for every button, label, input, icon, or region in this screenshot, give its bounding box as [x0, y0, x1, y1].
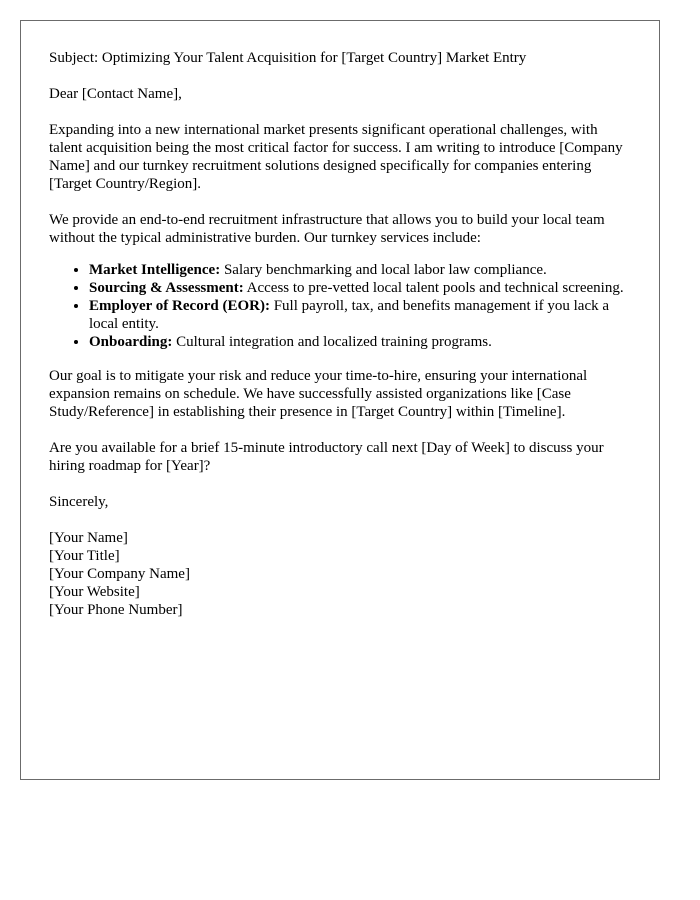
service-description: Access to pre-vetted local talent pools and technical screening.	[243, 280, 624, 296]
list-item	[89, 297, 631, 333]
paragraph-call-to-action: Are you available for a brief 15-minute introductory call next [Day of Week] to discuss your hiring roadmap for [Year]?	[49, 440, 604, 474]
service-description: Cultural integration and localized training programs.	[172, 334, 492, 350]
services-list	[49, 261, 631, 351]
paragraph-goal: Our goal is to mitigate your risk and reduce your time-to-hire, ensuring your international expansion remains on schedule. We have successfully assisted organizations like [Case Study/Reference] in establishing their presence in [Target Country] within [Timeline].	[49, 368, 588, 420]
signature-phone: [Your Phone Number]	[49, 602, 183, 618]
signature-title: [Your Title]	[49, 548, 120, 564]
service-description: Full payroll, tax, and benefits management if you lack a local entity.	[89, 298, 610, 332]
service-name: Onboarding:	[89, 334, 173, 350]
letter-salutation: Dear [Contact Name],	[49, 86, 182, 102]
signature-website: [Your Website]	[49, 584, 140, 600]
list-item	[89, 333, 631, 351]
paragraph-services: We provide an end-to-end recruitment infrastructure that allows you to build your local team without the typical administrative burden. Our turnkey services include:	[49, 212, 605, 246]
service-name: Employer of Record (EOR):	[89, 298, 270, 314]
letter-closing: Sincerely,	[49, 494, 109, 510]
letter-document	[20, 20, 660, 780]
signature-company: [Your Company Name]	[49, 566, 190, 582]
signature-name: [Your Name]	[49, 530, 128, 546]
service-name: Sourcing & Assessment:	[89, 280, 244, 296]
list-item	[89, 261, 631, 279]
signature-block	[49, 529, 631, 619]
list-item	[89, 279, 631, 297]
service-description: Salary benchmarking and local labor law compliance.	[220, 262, 547, 278]
letter-subject: Subject: Optimizing Your Talent Acquisition for [Target Country] Market Entry	[49, 50, 527, 66]
service-name: Market Intelligence:	[89, 262, 221, 278]
paragraph-intro: Expanding into a new international market presents significant operational challenges, with talent acquisition being the most critical factor for success. I am writing to introduce [Company Name] and our turnkey recruitment solutions designed specifically for companies entering [Target Country/Region].	[49, 122, 623, 192]
